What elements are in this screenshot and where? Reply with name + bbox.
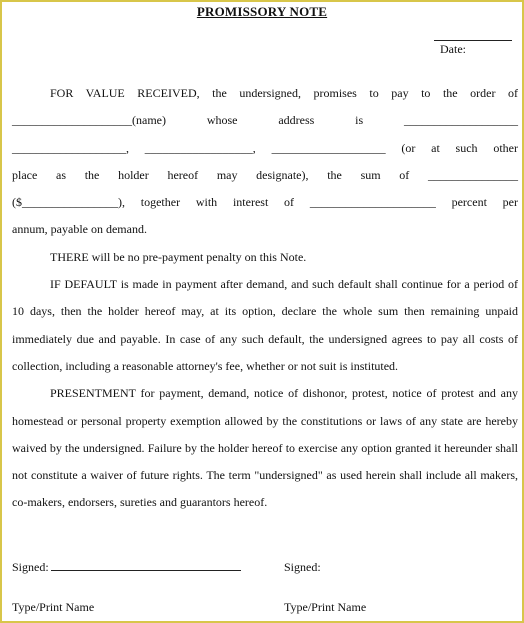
type-print-left: Type/Print Name bbox=[12, 600, 95, 614]
paragraph-default: IF DEFAULT is made in payment after demand, and such default shall continue for a period of 10 days, then the holder hereof may, at its option, declare the whole sum then remaining unpaid immediately due and payable. In case of any such default, the undersigned agrees to pay all costs of collection, including a reasonable attorney's fee, whether or not suit is instituted. bbox=[12, 277, 518, 373]
signed-label-left: Signed: bbox=[12, 560, 49, 574]
signed-label-right: Signed: bbox=[284, 560, 321, 574]
paragraph-line: ___________________, __________________, ___________________ (or at such other bbox=[12, 140, 518, 155]
paragraph-line: place as the holder hereof may designate), the sum of _______________ bbox=[12, 167, 518, 182]
paragraph-prepayment: THERE will be no pre-payment penalty on this Note. bbox=[50, 249, 307, 264]
signature-left bbox=[12, 560, 241, 575]
note-body bbox=[12, 80, 518, 517]
signature-line-left[interactable] bbox=[51, 560, 241, 571]
date-label: Date: bbox=[440, 42, 466, 56]
date-field-line[interactable] bbox=[434, 40, 512, 41]
paragraph-line: annum, payable on demand. bbox=[12, 222, 147, 237]
type-print-right: Type/Print Name bbox=[284, 600, 367, 614]
document-title: PROMISSORY NOTE bbox=[196, 4, 328, 19]
signature-right bbox=[284, 560, 321, 575]
paragraph-line: FOR VALUE RECEIVED, the undersigned, promises to pay to the order of bbox=[50, 86, 518, 100]
paragraph-value-received bbox=[12, 80, 518, 244]
paragraph-line: ($________________), together with interest of _____________________ percent per bbox=[12, 195, 518, 210]
paragraph-line: ____________________(name) whose address is ___________________ bbox=[12, 113, 518, 128]
paragraph-presentment: PRESENTMENT for payment, demand, notice of dishonor, protest, notice of protest and any homestead or personal property exemption allowed by the constitutions or laws of any state are hereby waived by the undersigned. Failure by the holder hereof to exercise any option granted it hereunder shall not constitute a waiver of future rights. The term "undersigned" as used herein shall include all makers, co-makers, endorsers, sureties and guarantors hereof. bbox=[12, 386, 518, 510]
